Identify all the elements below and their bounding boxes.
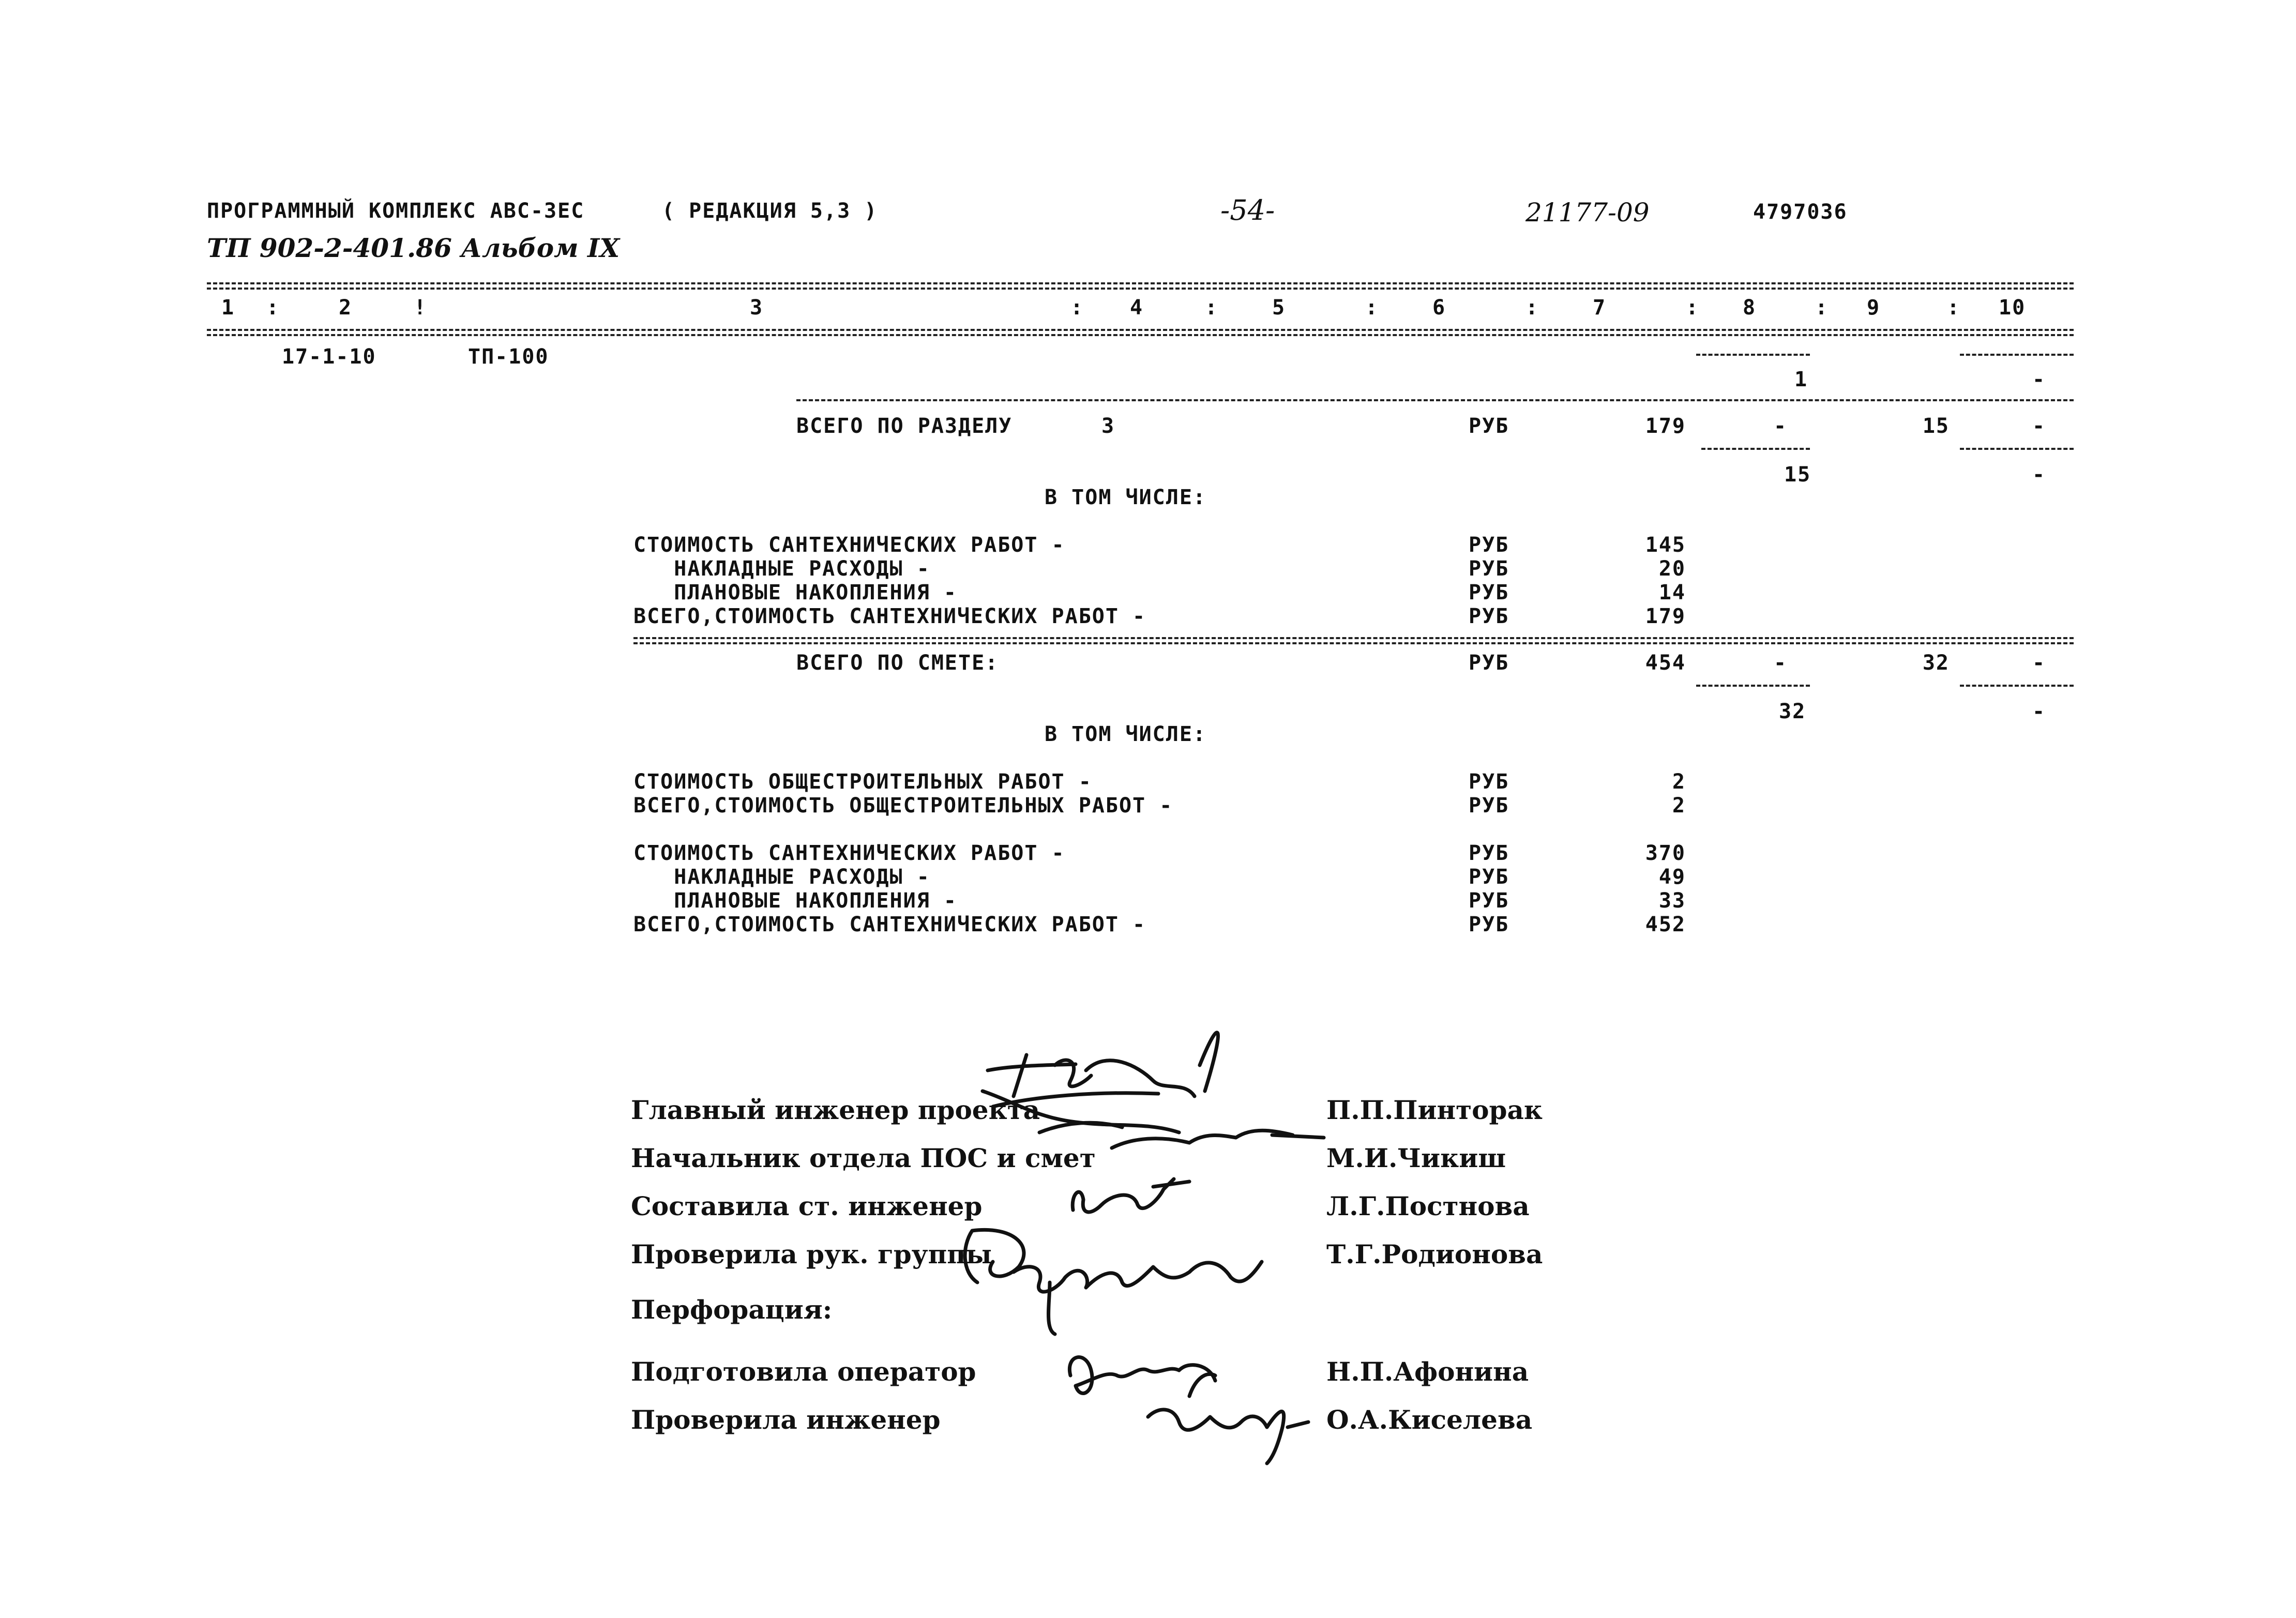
col-sep: :: [1365, 296, 1379, 320]
signature-role: Начальник отдела ПОС и смет: [631, 1143, 1096, 1173]
signature-name: Т.Г.Родионова: [1326, 1239, 1543, 1269]
signature-role: Проверила инженер: [631, 1404, 941, 1435]
col-9: 9: [1867, 296, 1881, 320]
col-1: 1: [221, 296, 235, 320]
breakdown-value: 20: [1658, 557, 1686, 581]
col-4: 4: [1130, 296, 1144, 320]
section-col10-sub: -: [2032, 463, 2046, 487]
page-number: -54-: [1220, 194, 1275, 226]
estimate-breakdown-label: ПЛАНОВЫЕ НАКОПЛЕНИЯ -: [633, 889, 957, 913]
signature-inspector: [1148, 1410, 1308, 1463]
section-total-unit: РУБ: [1469, 414, 1509, 438]
estimate-breakdown-label: ВСЕГО,СТОИМОСТЬ САНТЕХНИЧЕСКИХ РАБОТ -: [633, 913, 1146, 936]
col-8: 8: [1743, 296, 1757, 320]
breakdown-label: ВСЕГО,СТОИМОСТЬ САНТЕХНИЧЕСКИХ РАБОТ -: [633, 604, 1146, 628]
col8-mark: 1: [1794, 368, 1808, 391]
row-name: ТП-100: [468, 345, 549, 369]
signature-role: Главный инженер проекта: [631, 1095, 1040, 1125]
doc-number: 4797036: [1753, 200, 1848, 224]
estimate-total-col7: 454: [1645, 651, 1686, 675]
section-total-col8: -: [1774, 414, 1788, 438]
section-total-col9: 15: [1922, 414, 1950, 438]
col-5: 5: [1272, 296, 1286, 320]
breakdown-unit: РУБ: [1469, 533, 1509, 557]
signature-name: Л.Г.Постнова: [1326, 1191, 1530, 1221]
estimate-total-col9: 32: [1922, 651, 1950, 675]
col-6: 6: [1432, 296, 1446, 320]
estimate-breakdown-label: ВСЕГО,СТОИМОСТЬ ОБЩЕСТРОИТЕЛЬНЫХ РАБОТ -: [633, 794, 1173, 818]
signature-role: Проверила рук. группы: [631, 1239, 992, 1269]
signature-name: П.П.Пинторак: [1326, 1095, 1543, 1125]
breakdown-value: 14: [1658, 581, 1686, 604]
section-total-col10: -: [2032, 414, 2046, 438]
estimate-breakdown-label: СТОИМОСТЬ САНТЕХНИЧЕСКИХ РАБОТ -: [633, 841, 1065, 865]
estimate-breakdown-unit: РУБ: [1469, 865, 1509, 889]
section-col8-sub: 15: [1784, 463, 1811, 487]
col-sep: !: [414, 296, 428, 320]
estimate-total-col8: -: [1774, 651, 1788, 675]
col-sep: :: [1815, 296, 1829, 320]
breakdown-value: 179: [1645, 604, 1686, 628]
signature-chief-engineer: [988, 1033, 1218, 1107]
col-sep: :: [1070, 296, 1084, 320]
including-label-2: В ТОМ ЧИСЛЕ:: [1045, 722, 1206, 746]
doc-code: 21177-09: [1525, 198, 1650, 228]
estimate-breakdown-value: 452: [1645, 913, 1686, 936]
signature-operator: [1069, 1357, 1215, 1396]
breakdown-value: 145: [1645, 533, 1686, 557]
signature-name: О.А.Киселева: [1326, 1404, 1533, 1435]
col-10: 10: [1999, 296, 2026, 320]
estimate-breakdown-unit: РУБ: [1469, 794, 1509, 818]
estimate-breakdown-value: 33: [1658, 889, 1686, 913]
row-code: 17-1-10: [282, 345, 376, 369]
breakdown-unit: РУБ: [1469, 604, 1509, 628]
col-sep: :: [266, 296, 280, 320]
breakdown-label: НАКЛАДНЫЕ РАСХОДЫ -: [633, 557, 930, 581]
estimate-breakdown-label: СТОИМОСТЬ ОБЩЕСТРОИТЕЛЬНЫХ РАБОТ -: [633, 770, 1092, 794]
col-sep: :: [1947, 296, 1961, 320]
section-total-col7: 179: [1645, 414, 1686, 438]
signature-group-lead: [965, 1230, 1262, 1334]
estimate-breakdown-value: 370: [1645, 841, 1686, 865]
estimate-breakdown-value: 49: [1658, 865, 1686, 889]
col-2: 2: [339, 296, 353, 320]
estimate-col8-sub: 32: [1779, 700, 1806, 723]
handwritten-album-ref: ТП 902-2-401.86 Альбом IX: [207, 233, 620, 263]
col-sep: :: [1205, 296, 1219, 320]
estimate-total-col10: -: [2032, 651, 2046, 675]
estimate-breakdown-unit: РУБ: [1469, 889, 1509, 913]
section-total-label: ВСЕГО ПО РАЗДЕЛУ: [796, 414, 1013, 438]
perforation-label: Перфорация:: [631, 1294, 833, 1325]
col-sep: :: [1686, 296, 1700, 320]
section-number: 3: [1101, 414, 1115, 438]
signature-role: Подготовила оператор: [631, 1356, 976, 1387]
signature-compiler: [1073, 1179, 1189, 1212]
estimate-breakdown-label: НАКЛАДНЫЕ РАСХОДЫ -: [633, 865, 930, 889]
estimate-breakdown-unit: РУБ: [1469, 770, 1509, 794]
breakdown-unit: РУБ: [1469, 581, 1509, 604]
program-name: ПРОГРАММНЫЙ КОМПЛЕКС АВС-3ЕС: [207, 199, 585, 223]
including-label-1: В ТОМ ЧИСЛЕ:: [1045, 486, 1206, 509]
signature-name: М.И.Чикиш: [1326, 1143, 1506, 1173]
estimate-col10-sub: -: [2032, 700, 2046, 723]
col-7: 7: [1593, 296, 1607, 320]
breakdown-label: ПЛАНОВЫЕ НАКОПЛЕНИЯ -: [633, 581, 957, 604]
estimate-total-unit: РУБ: [1469, 651, 1509, 675]
estimate-breakdown-value: 2: [1672, 770, 1686, 794]
breakdown-unit: РУБ: [1469, 557, 1509, 581]
estimate-breakdown-value: 2: [1672, 794, 1686, 818]
signature-role: Составила ст. инженер: [631, 1191, 983, 1221]
edition: ( РЕДАКЦИЯ 5,3 ): [662, 199, 878, 223]
col10-mark: -: [2032, 368, 2046, 391]
signature-name: Н.П.Афонина: [1326, 1356, 1529, 1387]
breakdown-label: СТОИМОСТЬ САНТЕХНИЧЕСКИХ РАБОТ -: [633, 533, 1065, 557]
col-sep: :: [1525, 296, 1539, 320]
col-3: 3: [750, 296, 764, 320]
estimate-breakdown-unit: РУБ: [1469, 841, 1509, 865]
estimate-total-label: ВСЕГО ПО СМЕТЕ:: [796, 651, 999, 675]
estimate-breakdown-unit: РУБ: [1469, 913, 1509, 936]
